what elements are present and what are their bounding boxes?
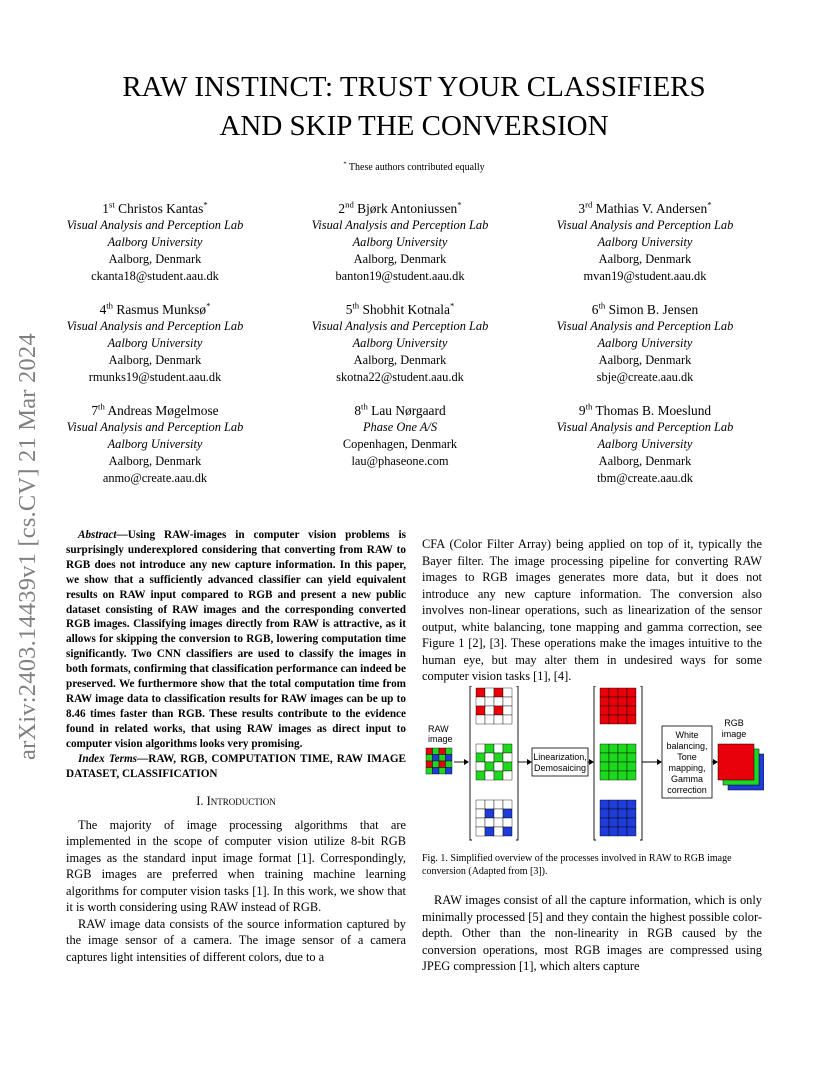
full-cell: [609, 753, 618, 762]
right-column-bottom: [422, 892, 762, 975]
author-email[interactable]: skotna22@student.aau.dk: [336, 370, 464, 384]
sparse-cell: [476, 762, 485, 771]
full-cell: [600, 818, 609, 827]
sparse-cell: [494, 706, 503, 715]
arrow-head: [713, 759, 718, 765]
full-cell: [627, 771, 636, 780]
full-cell: [600, 744, 609, 753]
paper-title-line-1: RAW INSTINCT: TRUST YOUR CLASSIFIERS: [122, 71, 706, 103]
sparse-cell: [476, 827, 485, 836]
right-paragraph-2: RAW images consist of all the capture information, which is only minimally processed [5] and they contain the highest possible color-depth. Other than the non-linearity in RGB caused by the conversion operations, most RGB images are compressed using JPEG compression [1], which alters capture: [422, 893, 762, 973]
sparse-cell: [494, 827, 503, 836]
author-email[interactable]: anmo@create.aau.dk: [102, 471, 208, 485]
full-cell: [627, 762, 636, 771]
index-terms: [66, 752, 406, 782]
author-location: Aalborg, Denmark: [598, 454, 692, 468]
author-org: Aalborg University: [107, 235, 203, 249]
box1-line-2: Demosaicing: [533, 763, 587, 773]
sparse-cell: [494, 697, 503, 706]
box2-line-4: mapping,: [668, 763, 706, 773]
raw-cell: [426, 761, 433, 768]
author-email[interactable]: mvan19@student.aau.dk: [583, 269, 707, 283]
sparse-cell: [503, 818, 512, 827]
raw-cell: [439, 748, 446, 755]
author-name: 7th Andreas Møgelmose: [91, 401, 219, 418]
sparse-cell: [494, 771, 503, 780]
sparse-cell: [494, 753, 503, 762]
full-cell: [609, 688, 618, 697]
author-name: 3rd Mathias V. Andersen*: [578, 199, 712, 216]
raw-cell: [446, 748, 453, 755]
author-location: Aalborg, Denmark: [108, 454, 202, 468]
author-email[interactable]: ckanta18@student.aau.dk: [91, 269, 219, 283]
full-cell: [618, 800, 627, 809]
sparse-cell: [485, 688, 494, 697]
box2-line-6: correction: [667, 785, 707, 795]
abstract-text: —Using RAW-images in computer vision problems is surprisingly underexplored considering that converting from RAW to RGB does not introduce any new capture information. In this paper, we show that a sufficiently advanced classifier can yield equivalent results on RAW input compared to RGB and present a new public dataset consisting of RAW images and the corresponding converted RGB images. Classifying images directly from RAW is attractive, as it allows for skipping the conversion to RGB, lowering computation time significantly. Two CNN classifiers are used to classify the images in both formats, confirming that classification performance can indeed be preserved. We furthermore show that the total computation time from RAW image data to classification results for RAW images can be up to 8.46 times faster than RGB. These results contribute to the evidence found in related works, that using RAW images as direct input to computer vision algorithms looks very promising.: [66, 529, 406, 750]
author-lab: Visual Analysis and Perception Lab: [556, 218, 734, 232]
author-org: Aalborg University: [352, 336, 448, 350]
rgb-image-stack: [718, 744, 764, 790]
sparse-cell: [494, 818, 503, 827]
sparse-cell: [485, 827, 494, 836]
full-cell: [600, 753, 609, 762]
author-lab: Visual Analysis and Perception Lab: [66, 319, 244, 333]
author-location: Copenhagen, Denmark: [342, 437, 458, 451]
full-cell: [618, 706, 627, 715]
author-name: 2nd Bjørk Antoniussen*: [338, 199, 462, 216]
full-cell: [609, 706, 618, 715]
full-cell: [609, 762, 618, 771]
arrow-head: [527, 759, 532, 765]
rgb-label-line-1: RGB: [724, 718, 744, 728]
full-cell: [627, 688, 636, 697]
sparse-cell: [476, 697, 485, 706]
author-email[interactable]: sbje@create.aau.dk: [596, 370, 694, 384]
full-cell: [618, 697, 627, 706]
sparse-cell: [485, 762, 494, 771]
full-cell: [627, 809, 636, 818]
full-cell: [609, 818, 618, 827]
arxiv-stamp: arXiv:2403.14439v1 [cs.CV] 21 Mar 2024: [14, 333, 41, 760]
raw-cell: [433, 748, 440, 755]
raw-cell: [439, 768, 446, 775]
right-bracket-demosaic: [516, 686, 518, 840]
author-org: Aalborg University: [107, 437, 203, 451]
full-cell: [618, 762, 627, 771]
full-cell: [618, 688, 627, 697]
full-cell: [600, 809, 609, 818]
sparse-cell: [494, 688, 503, 697]
contribution-note-text: These authors contributed equally: [348, 162, 485, 173]
sparse-cell: [485, 715, 494, 724]
author-location: Aalborg, Denmark: [353, 353, 447, 367]
index-terms-text: —RAW, RGB, COMPUTATION TIME, RAW IMAGE DATASET, CLASSIFICATION: [66, 752, 406, 780]
full-cell: [609, 809, 618, 818]
sparse-cell: [494, 762, 503, 771]
author-block: [30, 402, 280, 487]
raw-cell: [439, 755, 446, 762]
sparse-cell: [503, 762, 512, 771]
full-cell: [627, 753, 636, 762]
author-block: [520, 200, 770, 285]
full-cell: [609, 827, 618, 836]
full-cell: [600, 800, 609, 809]
sparse-cell: [485, 818, 494, 827]
full-cell: [627, 697, 636, 706]
author-org: Aalborg University: [597, 437, 693, 451]
author-org: Aalborg University: [352, 235, 448, 249]
author-org: Aalborg University: [597, 235, 693, 249]
index-terms-label: Index Terms: [78, 752, 138, 765]
sparse-cell: [476, 706, 485, 715]
demosaiced-grids: [476, 688, 512, 836]
left-bracket-demosaic: [470, 686, 472, 840]
sparse-cell: [503, 771, 512, 780]
raw-cell: [446, 761, 453, 768]
arrow-head: [657, 759, 662, 765]
rgb-red-layer: [718, 744, 754, 780]
sparse-cell: [494, 715, 503, 724]
section-heading-introduction: I. Introduction: [196, 794, 276, 809]
right-column-top: [422, 536, 762, 685]
left-bracket-full: [594, 686, 596, 840]
author-email[interactable]: rmunks19@student.aau.dk: [88, 370, 222, 384]
author-location: Aalborg, Denmark: [598, 353, 692, 367]
sparse-cell: [503, 715, 512, 724]
sparse-cell: [485, 706, 494, 715]
sparse-cell: [476, 753, 485, 762]
full-cell: [600, 715, 609, 724]
sparse-cell: [476, 800, 485, 809]
figure-raw-to-rgb-pipeline: [424, 686, 764, 842]
author-org: Aalborg University: [107, 336, 203, 350]
raw-cell: [439, 761, 446, 768]
author-lab: Visual Analysis and Perception Lab: [66, 420, 244, 434]
author-email[interactable]: lau@phaseone.com: [351, 454, 449, 468]
full-cell: [627, 818, 636, 827]
sparse-cell: [503, 827, 512, 836]
author-location: Aalborg, Denmark: [598, 252, 692, 266]
raw-cell: [426, 748, 433, 755]
raw-cell: [426, 755, 433, 762]
full-cell: [609, 697, 618, 706]
full-cell: [627, 800, 636, 809]
sparse-cell: [476, 744, 485, 753]
full-cell: [618, 809, 627, 818]
sparse-cell: [485, 800, 494, 809]
sparse-cell: [476, 715, 485, 724]
author-block: [30, 200, 280, 285]
author-name: 9th Thomas B. Moeslund: [578, 401, 712, 418]
raw-cell: [433, 755, 440, 762]
sparse-cell: [476, 809, 485, 818]
sparse-cell: [485, 697, 494, 706]
raw-cell: [446, 755, 453, 762]
sparse-cell: [476, 818, 485, 827]
figure-caption: Fig. 1. Simplified overview of the processes involved in RAW to RGB image conversion (Adapted from [3]).: [422, 853, 732, 877]
author-location: Aalborg, Denmark: [353, 252, 447, 266]
author-block: [275, 402, 525, 470]
intro-paragraph-1: The majority of image processing algorithms that are implemented in the scope of computer vision utilize 8-bit RGB images as the standard input image format [1]. Correspondingly, RGB images are preferred when training machine learning algorithms for computer vision tasks [1]. In this work, we show that it is worth considering using RAW instead of RGB.: [66, 817, 406, 915]
sparse-cell: [485, 753, 494, 762]
full-cell: [609, 715, 618, 724]
sparse-cell: [494, 744, 503, 753]
sparse-cell: [503, 744, 512, 753]
full-cell: [600, 706, 609, 715]
sparse-cell: [485, 771, 494, 780]
sparse-cell: [503, 809, 512, 818]
full-cell: [627, 715, 636, 724]
author-block: [520, 301, 770, 386]
full-cell: [627, 744, 636, 753]
right-bracket-full: [640, 686, 642, 840]
full-cell: [600, 827, 609, 836]
author-name: 6th Simon B. Jensen: [591, 300, 699, 317]
sparse-cell: [503, 688, 512, 697]
sparse-cell: [476, 688, 485, 697]
author-lab: Visual Analysis and Perception Lab: [311, 319, 489, 333]
author-name: 8th Lau Nørgaard: [354, 401, 446, 418]
author-name: 5th Shobhit Kotnala*: [345, 300, 455, 317]
full-cell: [609, 800, 618, 809]
author-lab: Visual Analysis and Perception Lab: [556, 319, 734, 333]
sparse-cell: [503, 697, 512, 706]
full-cell: [618, 744, 627, 753]
full-cell: [609, 771, 618, 780]
box1-line-1: Linearization,: [533, 752, 587, 762]
author-lab: Visual Analysis and Perception Lab: [311, 218, 489, 232]
author-block: [30, 301, 280, 386]
full-cell: [627, 706, 636, 715]
full-cell: [618, 753, 627, 762]
full-cell: [609, 744, 618, 753]
sparse-cell: [503, 706, 512, 715]
sparse-cell: [485, 744, 494, 753]
box2-line-3: Tone: [677, 752, 697, 762]
sparse-cell: [476, 771, 485, 780]
sparse-cell: [503, 753, 512, 762]
author-lab: Visual Analysis and Perception Lab: [556, 420, 734, 434]
author-block: [275, 200, 525, 285]
full-cell: [618, 715, 627, 724]
sparse-cell: [485, 809, 494, 818]
full-cell: [600, 697, 609, 706]
abstract: [66, 528, 406, 752]
full-cell: [618, 771, 627, 780]
box2-line-5: Gamma: [670, 774, 704, 784]
full-cell: [618, 827, 627, 836]
author-lab: Phase One A/S: [362, 420, 438, 434]
raw-cell: [446, 768, 453, 775]
raw-bayer-grid: [426, 748, 452, 774]
sparse-cell: [494, 800, 503, 809]
contribution-note: * These authors contributed equally: [343, 160, 485, 173]
raw-cell: [433, 761, 440, 768]
box2-line-2: balancing,: [666, 741, 708, 751]
author-lab: Visual Analysis and Perception Lab: [66, 218, 244, 232]
raw-cell: [426, 768, 433, 775]
full-cell: [600, 771, 609, 780]
full-cell: [627, 827, 636, 836]
author-location: Aalborg, Denmark: [108, 353, 202, 367]
sparse-cell: [494, 809, 503, 818]
paper-title-line-2: AND SKIP THE CONVERSION: [219, 110, 609, 142]
author-name: 1st Christos Kantas*: [102, 199, 208, 216]
box2-line-1: White: [675, 730, 699, 740]
raw-cell: [433, 768, 440, 775]
abstract-label: Abstract: [78, 529, 117, 541]
author-email[interactable]: tbm@create.aau.dk: [596, 471, 694, 485]
author-block: [520, 402, 770, 487]
author-block: [275, 301, 525, 386]
right-paragraph-1: CFA (Color Filter Array) being applied on top of it, typically the Bayer filter. The image processing pipeline for converting RAW images to RGB images generates more data, but it does not introduce any new capture information. The conversion also involves non-linear operations, such as linearization of the sensor output, white balancing, tone mapping and gamma correction, see Figure 1 [2], [3]. These operations make the images intuitive to the human eye, but may alter them in undesired ways for some computer vision tasks [1], [4].: [422, 537, 762, 683]
arrow-head: [464, 759, 469, 765]
intro-paragraph-2: RAW image data consists of the source information captured by the image sensor of a camera. The image sensor of a camera captures light intensities of different colors, due to a: [66, 916, 406, 964]
author-email[interactable]: banton19@student.aau.dk: [335, 269, 465, 283]
raw-label-line-1: RAW: [428, 724, 449, 734]
rgb-label-line-2: image: [721, 729, 747, 739]
arrow-head: [589, 759, 594, 765]
author-location: Aalborg, Denmark: [108, 252, 202, 266]
author-name: 4th Rasmus Munksø*: [99, 300, 211, 317]
sparse-cell: [503, 800, 512, 809]
author-org: Aalborg University: [597, 336, 693, 350]
full-cell: [600, 688, 609, 697]
full-cell: [618, 818, 627, 827]
full-cell: [600, 762, 609, 771]
raw-label-line-2: image: [428, 734, 453, 744]
left-column: [66, 528, 406, 965]
full-channel-grids: [600, 688, 636, 836]
